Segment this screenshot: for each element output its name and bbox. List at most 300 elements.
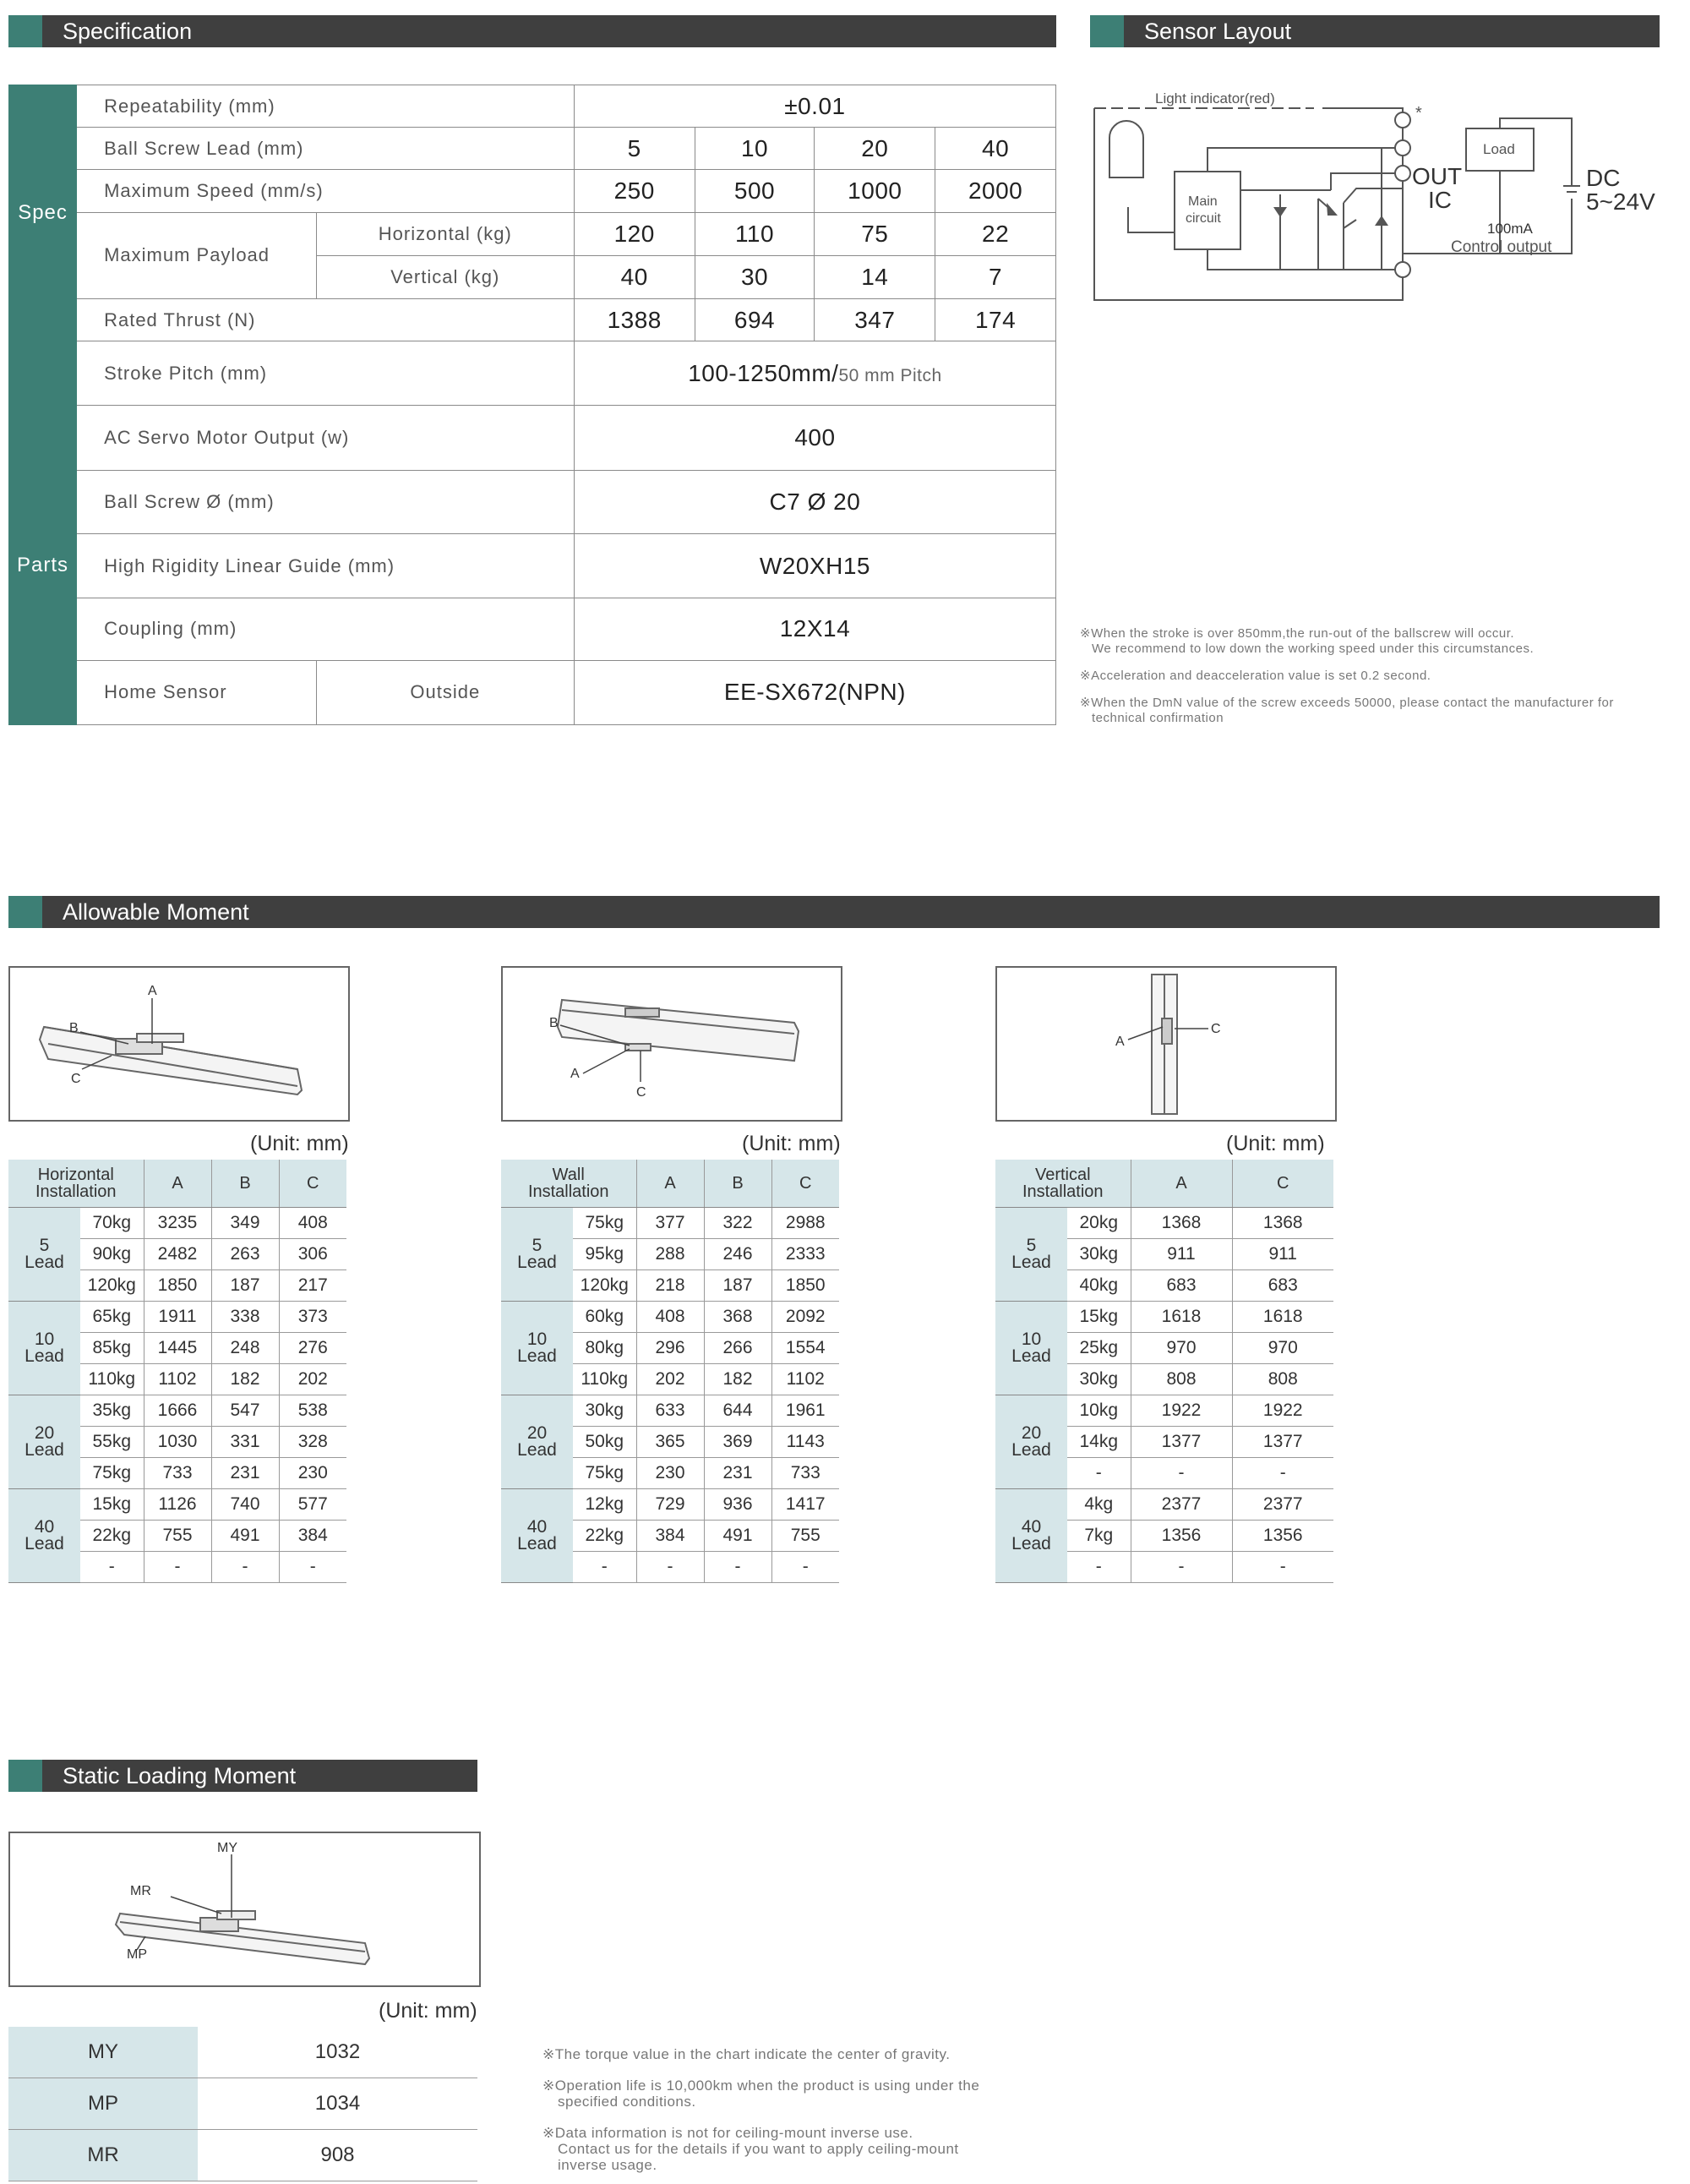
value-cell: 1417 <box>771 1489 839 1521</box>
payload-label: Maximum Payload <box>77 212 317 298</box>
load-cell: 30kg <box>1067 1239 1131 1270</box>
value-cell: 970 <box>1131 1333 1232 1364</box>
value-cell: 808 <box>1131 1364 1232 1395</box>
install-title: Wall <box>552 1166 585 1184</box>
value-cell: 808 <box>1232 1364 1333 1395</box>
load-cell: 12kg <box>573 1489 636 1521</box>
lead-cell <box>995 1489 1067 1583</box>
lead-cell <box>8 1208 80 1302</box>
repeatability-value: ±0.01 <box>574 85 1055 128</box>
value-cell: 230 <box>636 1458 704 1489</box>
horizontal-value: 120 <box>574 212 695 255</box>
load-cell: 120kg <box>80 1270 144 1302</box>
value-cell: 202 <box>279 1364 346 1395</box>
install-title: Installation <box>1022 1182 1104 1201</box>
col-header: B <box>704 1160 771 1208</box>
value-cell: - <box>636 1552 704 1583</box>
col-header: C <box>279 1160 346 1208</box>
lead-word: Lead <box>517 1440 557 1460</box>
load-cell: 110kg <box>573 1364 636 1395</box>
load-cell: 22kg <box>80 1521 144 1552</box>
load-cell: 14kg <box>1067 1427 1131 1458</box>
note-line: ※When the DmN value of the screw exceeds 50000, please contact the manufacturer for <box>1080 696 1614 710</box>
static-notes <box>542 2046 1066 2173</box>
lead-cell <box>995 1302 1067 1395</box>
value-cell: 408 <box>636 1302 704 1333</box>
table-row <box>501 1208 839 1239</box>
install-type-header <box>995 1160 1131 1208</box>
value-cell: - <box>211 1552 279 1583</box>
value-cell: 408 <box>279 1208 346 1239</box>
value-cell: 683 <box>1232 1270 1333 1302</box>
value-cell: 246 <box>704 1239 771 1270</box>
horizontal-actuator-drawing <box>10 968 345 1117</box>
value-cell: 230 <box>279 1458 346 1489</box>
static-moment-table <box>8 2027 477 2181</box>
value-cell: 328 <box>279 1427 346 1458</box>
table-row <box>995 1395 1333 1427</box>
current-label: 100mA <box>1487 221 1533 237</box>
lead-word: Lead <box>1011 1440 1051 1460</box>
install-type-header <box>8 1160 144 1208</box>
lead-cell <box>501 1395 573 1489</box>
group-band <box>9 406 77 470</box>
value-cell: 384 <box>636 1521 704 1552</box>
thrust-value: 1388 <box>574 298 695 341</box>
value-cell: 729 <box>636 1489 704 1521</box>
load-cell: 95kg <box>573 1239 636 1270</box>
main-circuit-label: Main <box>1188 194 1218 209</box>
value-cell: 296 <box>636 1333 704 1364</box>
value-cell: 1377 <box>1232 1427 1333 1458</box>
value-cell: 3235 <box>144 1208 211 1239</box>
moment-mr-label: MR <box>130 1884 151 1898</box>
lead-label: Ball Screw Lead (mm) <box>77 128 575 170</box>
load-cell: - <box>80 1552 144 1583</box>
coupling-value: 12X14 <box>574 598 1055 660</box>
unit-label: (Unit: mm) <box>1226 1132 1325 1155</box>
wall-moment-table <box>501 1160 839 1583</box>
speed-value: 1000 <box>815 170 935 212</box>
table-row <box>995 1208 1333 1239</box>
value-cell: 547 <box>211 1395 279 1427</box>
load-cell: 75kg <box>573 1208 636 1239</box>
value-cell: - <box>1131 1458 1232 1489</box>
value-cell: 1356 <box>1232 1521 1333 1552</box>
group-band <box>9 341 77 406</box>
load-cell: 40kg <box>1067 1270 1131 1302</box>
value-cell: 1618 <box>1131 1302 1232 1333</box>
value-cell: 683 <box>1131 1270 1232 1302</box>
header-accent <box>1090 15 1124 47</box>
col-header: B <box>211 1160 279 1208</box>
home-sensor-value: EE-SX672(NPN) <box>574 660 1055 724</box>
load-cell: 50kg <box>573 1427 636 1458</box>
static-actuator-drawing <box>10 1833 476 1982</box>
value-cell: 1356 <box>1131 1521 1232 1552</box>
load-cell: 80kg <box>573 1333 636 1364</box>
load-cell: - <box>573 1552 636 1583</box>
main-circuit-label: circuit <box>1186 211 1221 226</box>
screw-value: C7 Ø 20 <box>574 470 1055 533</box>
vertical-value: 7 <box>935 255 1056 298</box>
value-cell: 577 <box>279 1489 346 1521</box>
table-row <box>501 1489 839 1521</box>
value-cell: - <box>279 1552 346 1583</box>
lead-cell <box>501 1208 573 1302</box>
load-cell: 70kg <box>80 1208 144 1239</box>
thrust-value: 347 <box>815 298 935 341</box>
moment-key: MR <box>8 2130 198 2181</box>
value-cell: 373 <box>279 1302 346 1333</box>
value-cell: 733 <box>771 1458 839 1489</box>
static-moment-diagram <box>8 1832 481 1987</box>
sensor-layout-title: Sensor Layout <box>1144 19 1292 44</box>
stroke-label: Stroke Pitch (mm) <box>77 341 575 406</box>
value-cell: 1030 <box>144 1427 211 1458</box>
vertical-actuator-drawing <box>997 968 1332 1117</box>
lead-word: Lead <box>25 1253 64 1272</box>
note-line: ※Data information is not for ceiling-mount inverse use. <box>542 2125 913 2141</box>
load-cell: 55kg <box>80 1427 144 1458</box>
horizontal-label: Horizontal (kg) <box>316 212 574 255</box>
lead-number: 40 <box>526 1517 548 1537</box>
value-cell: 2092 <box>771 1302 839 1333</box>
table-header-row <box>995 1160 1333 1208</box>
value-cell: 231 <box>211 1458 279 1489</box>
value-cell: 538 <box>279 1395 346 1427</box>
specification-title: Specification <box>63 19 193 44</box>
value-cell: 306 <box>279 1239 346 1270</box>
note-line: ※Operation life is 10,000km when the product is using under the <box>542 2078 980 2094</box>
value-cell: 338 <box>211 1302 279 1333</box>
value-cell: 263 <box>211 1239 279 1270</box>
speed-value: 250 <box>574 170 695 212</box>
note-line: technical confirmation <box>1092 711 1224 725</box>
ic-label: IC <box>1428 187 1452 213</box>
install-title: Vertical <box>1034 1166 1091 1184</box>
dc-label: DC <box>1586 165 1621 191</box>
load-cell: 75kg <box>573 1458 636 1489</box>
lead-cell <box>8 1489 80 1583</box>
lead-number: 20 <box>526 1423 548 1443</box>
value-cell: 1126 <box>144 1489 211 1521</box>
value-cell: 231 <box>704 1458 771 1489</box>
spec-group-label: Spec <box>9 85 77 341</box>
lead-cell <box>995 1395 1067 1489</box>
wall-install-diagram <box>501 966 842 1122</box>
note-line: We recommend to low down the working speed under this circumstances. <box>1092 642 1535 656</box>
value-cell: 755 <box>144 1521 211 1552</box>
note-line: Contact us for the details if you want to apply ceiling-mount <box>558 2141 959 2157</box>
table-row <box>8 2027 477 2078</box>
table-row <box>8 1208 346 1239</box>
col-header: A <box>636 1160 704 1208</box>
load-cell: 90kg <box>80 1239 144 1270</box>
value-cell: 1143 <box>771 1427 839 1458</box>
screw-label: Ball Screw Ø (mm) <box>77 470 575 533</box>
col-header: C <box>771 1160 839 1208</box>
load-label: Load <box>1483 141 1515 157</box>
unit-label: (Unit: mm) <box>742 1132 841 1155</box>
load-cell: 85kg <box>80 1333 144 1364</box>
lead-cell <box>501 1302 573 1395</box>
install-type-header <box>501 1160 636 1208</box>
install-title: Installation <box>527 1182 609 1201</box>
value-cell: 182 <box>704 1364 771 1395</box>
value-cell: 2377 <box>1232 1489 1333 1521</box>
value-cell: 1666 <box>144 1395 211 1427</box>
value-cell: 187 <box>704 1270 771 1302</box>
table-row <box>8 2130 477 2181</box>
value-cell: 218 <box>636 1270 704 1302</box>
horizontal-install-diagram <box>8 966 350 1122</box>
repeatability-label: Repeatability (mm) <box>77 85 575 128</box>
table-row <box>8 1395 346 1427</box>
value-cell: 1922 <box>1232 1395 1333 1427</box>
load-cell: 65kg <box>80 1302 144 1333</box>
table-row <box>501 1395 839 1427</box>
note-line: inverse usage. <box>558 2157 657 2173</box>
install-title: Horizontal <box>37 1166 114 1184</box>
value-cell: 911 <box>1131 1239 1232 1270</box>
load-cell: 10kg <box>1067 1395 1131 1427</box>
value-cell: 2333 <box>771 1239 839 1270</box>
lead-number: 20 <box>34 1423 55 1443</box>
load-cell: 30kg <box>1067 1364 1131 1395</box>
horizontal-value: 22 <box>935 212 1056 255</box>
table-row <box>995 1489 1333 1521</box>
allowable-moment-header <box>8 896 1660 928</box>
table-header-row <box>8 1160 346 1208</box>
moment-c-label: C <box>636 1085 646 1100</box>
value-cell: 936 <box>704 1489 771 1521</box>
value-cell: 633 <box>636 1395 704 1427</box>
install-title: Installation <box>35 1182 117 1201</box>
value-cell: 2988 <box>771 1208 839 1239</box>
lead-cell <box>995 1208 1067 1302</box>
header-accent <box>8 1760 42 1792</box>
lead-number: 10 <box>526 1330 548 1349</box>
guide-label: High Rigidity Linear Guide (mm) <box>77 534 575 598</box>
value-cell: 2377 <box>1131 1489 1232 1521</box>
moment-value: 1034 <box>198 2078 477 2130</box>
note-line: ※Acceleration and deacceleration value is set 0.2 second. <box>1080 669 1431 683</box>
value-cell: 970 <box>1232 1333 1333 1364</box>
lead-cell <box>8 1302 80 1395</box>
load-cell: 22kg <box>573 1521 636 1552</box>
lead-value: 5 <box>574 128 695 170</box>
load-cell: - <box>1067 1552 1131 1583</box>
lead-number: 40 <box>34 1517 55 1537</box>
load-cell: 30kg <box>573 1395 636 1427</box>
value-cell: 377 <box>636 1208 704 1239</box>
load-cell: 75kg <box>80 1458 144 1489</box>
lead-word: Lead <box>517 1346 557 1366</box>
value-cell: 1850 <box>144 1270 211 1302</box>
vertical-value: 30 <box>695 255 815 298</box>
home-sensor-sub: Outside <box>316 660 574 724</box>
lead-word: Lead <box>1011 1534 1051 1553</box>
moment-b-label: B <box>69 1021 79 1035</box>
lead-word: Lead <box>1011 1253 1051 1272</box>
moment-a-label: A <box>148 984 157 998</box>
lead-number: 40 <box>1021 1517 1042 1537</box>
vertical-value: 40 <box>574 255 695 298</box>
value-cell: 322 <box>704 1208 771 1239</box>
value-cell: 1377 <box>1131 1427 1232 1458</box>
out-label: OUT <box>1412 163 1463 189</box>
moment-my-label: MY <box>217 1841 237 1855</box>
moment-b-label: B <box>549 1016 559 1030</box>
thrust-label: Rated Thrust (N) <box>77 298 575 341</box>
stroke-value <box>574 341 1055 406</box>
lead-number: 5 <box>1026 1236 1037 1255</box>
lead-number: 10 <box>34 1330 55 1349</box>
load-cell: 20kg <box>1067 1208 1131 1239</box>
moment-key: MY <box>8 2027 198 2078</box>
load-cell: - <box>1067 1458 1131 1489</box>
value-cell: 1102 <box>144 1364 211 1395</box>
value-cell: 644 <box>704 1395 771 1427</box>
lead-number: 5 <box>39 1236 50 1255</box>
col-header: C <box>1232 1160 1333 1208</box>
coupling-label: Coupling (mm) <box>77 598 575 660</box>
value-cell: 911 <box>1232 1239 1333 1270</box>
moment-key: MP <box>8 2078 198 2130</box>
moment-mp-label: MP <box>127 1947 147 1962</box>
lead-word: Lead <box>25 1346 64 1366</box>
sensor-wiring-diagram <box>1086 80 1690 313</box>
value-cell: 187 <box>211 1270 279 1302</box>
horizontal-value: 75 <box>815 212 935 255</box>
lead-word: Lead <box>517 1253 557 1272</box>
table-row <box>8 2078 477 2130</box>
moment-value: 908 <box>198 2130 477 2181</box>
speed-label: Maximum Speed (mm/s) <box>77 170 575 212</box>
table-row <box>995 1302 1333 1333</box>
sensor-layout-header <box>1090 15 1660 47</box>
value-cell: 1922 <box>1131 1395 1232 1427</box>
value-cell: - <box>771 1552 839 1583</box>
value-cell: 755 <box>771 1521 839 1552</box>
vertical-install-diagram <box>995 966 1337 1122</box>
voltage-label: 5~24V <box>1586 188 1655 215</box>
load-cell: 15kg <box>80 1489 144 1521</box>
lead-value: 10 <box>695 128 815 170</box>
lead-number: 5 <box>532 1236 542 1255</box>
table-row <box>8 1302 346 1333</box>
moment-a-label: A <box>570 1067 580 1081</box>
moment-a-label: A <box>1115 1035 1125 1049</box>
value-cell: 1368 <box>1232 1208 1333 1239</box>
value-cell: 248 <box>211 1333 279 1364</box>
unit-label: (Unit: mm) <box>250 1132 349 1155</box>
lead-number: 20 <box>1021 1423 1042 1443</box>
load-cell: 25kg <box>1067 1333 1131 1364</box>
value-cell: 1368 <box>1131 1208 1232 1239</box>
load-cell: 4kg <box>1067 1489 1131 1521</box>
moment-c-label: C <box>1211 1022 1221 1036</box>
allowable-moment-title: Allowable Moment <box>63 899 249 925</box>
speed-value: 2000 <box>935 170 1056 212</box>
value-cell: 2482 <box>144 1239 211 1270</box>
value-cell: 1961 <box>771 1395 839 1427</box>
star-mark: * <box>1415 104 1422 123</box>
specification-table <box>8 85 1056 725</box>
table-row <box>8 1489 346 1521</box>
group-band <box>9 660 77 724</box>
lead-word: Lead <box>25 1440 64 1460</box>
header-accent <box>8 15 42 47</box>
value-cell: 1618 <box>1232 1302 1333 1333</box>
stroke-range: 100-1250mm/ <box>688 359 839 386</box>
value-cell: 733 <box>144 1458 211 1489</box>
value-cell: 1445 <box>144 1333 211 1364</box>
moment-value: 1032 <box>198 2027 477 2078</box>
value-cell: 266 <box>704 1333 771 1364</box>
value-cell: 288 <box>636 1239 704 1270</box>
lead-word: Lead <box>25 1534 64 1553</box>
value-cell: - <box>1131 1552 1232 1583</box>
col-header: A <box>144 1160 211 1208</box>
value-cell: - <box>144 1552 211 1583</box>
spec-notes <box>1080 626 1671 726</box>
load-cell: 15kg <box>1067 1302 1131 1333</box>
value-cell: 1554 <box>771 1333 839 1364</box>
motor-label: AC Servo Motor Output (w) <box>77 406 575 470</box>
note-line: specified conditions. <box>558 2094 696 2110</box>
value-cell: 1102 <box>771 1364 839 1395</box>
value-cell: 1850 <box>771 1270 839 1302</box>
lead-value: 20 <box>815 128 935 170</box>
static-loading-moment-title: Static Loading Moment <box>63 1763 297 1788</box>
value-cell: 740 <box>211 1489 279 1521</box>
light-indicator-label: Light indicator(red) <box>1155 90 1275 106</box>
unit-label: (Unit: mm) <box>379 1999 477 2023</box>
thrust-value: 694 <box>695 298 815 341</box>
value-cell: 365 <box>636 1427 704 1458</box>
static-loading-moment-header <box>8 1760 477 1792</box>
value-cell: 368 <box>704 1302 771 1333</box>
col-header: A <box>1131 1160 1232 1208</box>
lead-number: 10 <box>1021 1330 1042 1349</box>
load-cell: 7kg <box>1067 1521 1131 1552</box>
value-cell: 182 <box>211 1364 279 1395</box>
motor-value: 400 <box>574 406 1055 470</box>
horizontal-moment-table <box>8 1160 346 1583</box>
value-cell: 384 <box>279 1521 346 1552</box>
lead-cell <box>8 1395 80 1489</box>
value-cell: 217 <box>279 1270 346 1302</box>
horizontal-value: 110 <box>695 212 815 255</box>
note-line: ※The torque value in the chart indicate the center of gravity. <box>542 2046 951 2062</box>
vertical-moment-table <box>995 1160 1333 1583</box>
note-line: ※When the stroke is over 850mm,the run-out of the ballscrew will occur. <box>1080 626 1515 641</box>
vertical-value: 14 <box>815 255 935 298</box>
wall-actuator-drawing <box>503 968 837 1117</box>
load-cell: 120kg <box>573 1270 636 1302</box>
speed-value: 500 <box>695 170 815 212</box>
lead-cell <box>501 1489 573 1583</box>
value-cell: 276 <box>279 1333 346 1364</box>
vertical-label: Vertical (kg) <box>316 255 574 298</box>
load-cell: 110kg <box>80 1364 144 1395</box>
value-cell: - <box>704 1552 771 1583</box>
value-cell: 491 <box>704 1521 771 1552</box>
header-accent <box>8 896 42 928</box>
parts-group-label: Parts <box>9 470 77 660</box>
